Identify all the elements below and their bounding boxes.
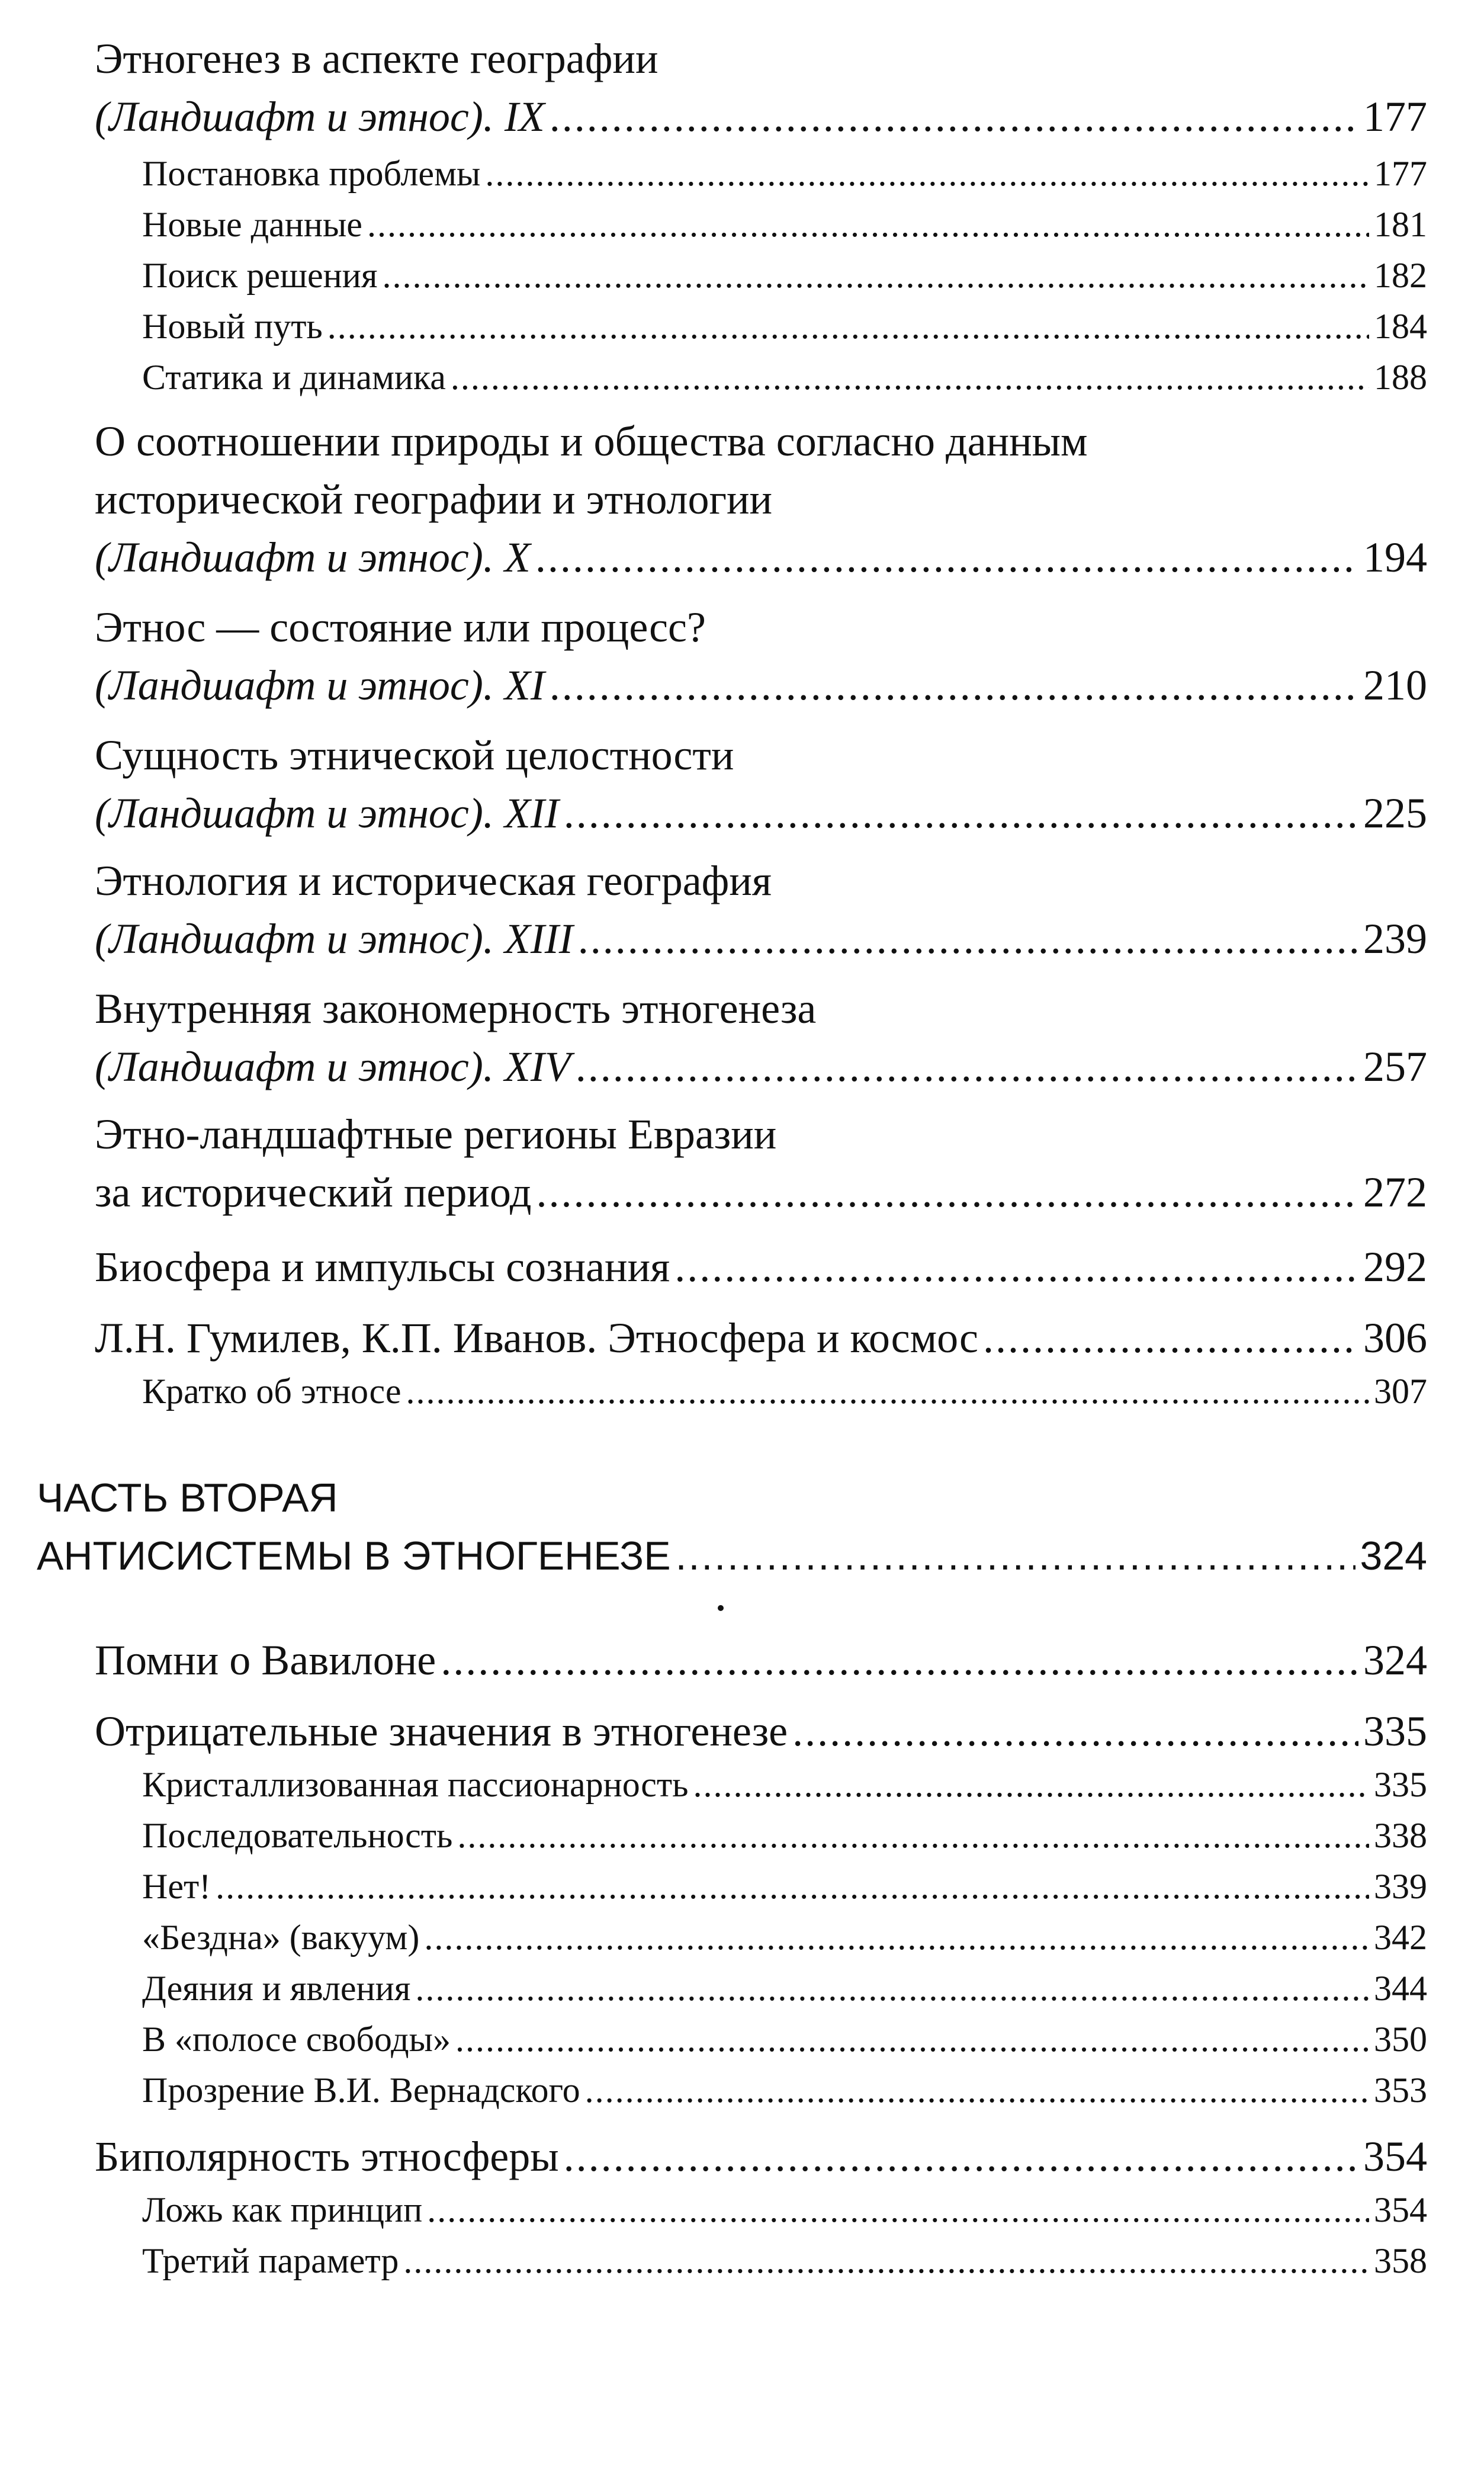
toc-entry-title: Сущность этнической целостности [95, 731, 734, 779]
dot-leader [983, 1309, 1358, 1367]
toc-page-number: 338 [1374, 1816, 1427, 1855]
toc-subentry-leader [142, 1810, 1427, 1861]
toc-subentry[interactable] [142, 2184, 1427, 2235]
toc-subentry-title: Третий параметр [142, 2241, 399, 2280]
toc-entry-internal-regularity[interactable] [95, 980, 1427, 1096]
dot-leader [564, 2127, 1358, 2186]
toc-entry-subtitle: за исторический период [95, 1169, 532, 1216]
toc-subentry-title: Новые данные [142, 205, 362, 244]
toc-entry-leader [37, 1527, 1427, 1585]
toc-entry-leader [95, 88, 1427, 146]
dot-leader [535, 528, 1358, 586]
toc-entry-leader [95, 1631, 1427, 1689]
dot-leader [693, 1759, 1370, 1810]
toc-subentry-title: В «полосе свободы» [142, 2020, 451, 2059]
toc-page-number: 239 [1363, 915, 1427, 962]
dot-leader [792, 1702, 1358, 1760]
dot-leader [485, 148, 1369, 199]
toc-entry-title: Помни о Вавилоне [95, 1636, 436, 1684]
toc-page-number: 324 [1363, 1636, 1427, 1684]
toc-page-number: 210 [1363, 662, 1427, 709]
toc-page-number: 324 [1360, 1533, 1427, 1578]
toc-page-number: 257 [1363, 1043, 1427, 1090]
toc-page-number: 350 [1374, 2020, 1427, 2059]
toc-entry-bipolarity[interactable] [95, 2127, 1427, 2186]
toc-entry-ethnogenesis-geography[interactable] [95, 30, 1427, 146]
toc-entry-leader [95, 528, 1427, 586]
toc-subentry[interactable] [142, 1963, 1427, 2014]
toc-page-number: 177 [1374, 154, 1427, 193]
toc-subentry-title: Кристаллизованная пассионарность [142, 1765, 689, 1804]
toc-subentry-title: «Бездна» (вакуум) [142, 1918, 420, 1957]
toc-entry-leader [95, 1038, 1427, 1096]
toc-subentry-leader [142, 1912, 1427, 1963]
decorative-dot [718, 1605, 724, 1611]
dot-leader [367, 199, 1369, 250]
toc-entry-ethnic-integrity[interactable] [95, 726, 1427, 842]
dot-leader [578, 910, 1358, 968]
toc-page-number: 353 [1374, 2071, 1427, 2110]
dot-leader [383, 250, 1370, 301]
toc-entry-title: Этнология и историческая география [95, 857, 772, 904]
toc-entry-eurasia-regions[interactable] [95, 1105, 1427, 1221]
toc-subentry[interactable] [142, 1810, 1427, 1861]
toc-subentry-title: Поиск решения [142, 256, 378, 295]
toc-entry-leader [95, 1163, 1427, 1221]
part-label: ЧАСТЬ ВТОРАЯ [37, 1475, 338, 1520]
toc-part-two-heading[interactable] [37, 1469, 1427, 1585]
toc-entry-leader [95, 2127, 1427, 2186]
toc-page-number: 354 [1363, 2133, 1427, 2180]
toc-page-number: 335 [1374, 1765, 1427, 1804]
toc-subentry[interactable] [142, 1861, 1427, 1912]
toc-subentry-leader [142, 1366, 1427, 1417]
dot-leader [550, 88, 1358, 146]
toc-subentry[interactable] [142, 2235, 1427, 2286]
toc-subentry-title: Прозрение В.И. Вернадского [142, 2071, 580, 2110]
toc-page-number: 344 [1374, 1969, 1427, 2008]
toc-page-number: 225 [1363, 790, 1427, 837]
toc-subentry[interactable] [142, 352, 1427, 403]
toc-entry-ethnos-state-process[interactable] [95, 598, 1427, 714]
toc-page-number: 339 [1374, 1867, 1427, 1906]
toc-page-number: 354 [1374, 2190, 1427, 2229]
toc-entry-leader [95, 784, 1427, 842]
toc-entry-title: Этногенез в аспекте географии [95, 35, 659, 82]
toc-page-number: 177 [1363, 93, 1427, 140]
toc-subentry-leader [142, 301, 1427, 352]
dot-leader [427, 2184, 1369, 2235]
toc-page-number: 342 [1374, 1918, 1427, 1957]
toc-page-number: 272 [1363, 1169, 1427, 1216]
dot-leader [585, 2065, 1369, 2116]
toc-entry-subtitle: (Ландшафт и этнос). X [95, 534, 531, 581]
toc-page-number: 335 [1363, 1708, 1427, 1755]
toc-subentry[interactable] [142, 148, 1427, 199]
toc-entry-title: Этнос — состояние или процесс? [95, 604, 706, 651]
toc-subentry-title: Нет! [142, 1867, 211, 1906]
toc-entry-ethnosphere-cosmos[interactable] [95, 1309, 1427, 1367]
toc-subentry[interactable] [142, 301, 1427, 352]
toc-entry-title: Отрицательные значения в этногенезе [95, 1708, 788, 1755]
dot-leader [415, 1963, 1369, 2014]
toc-subentry-title: Постановка проблемы [142, 154, 481, 193]
toc-subentry[interactable] [142, 1912, 1427, 1963]
toc-subentry[interactable] [142, 1366, 1427, 1417]
dot-leader [457, 1810, 1369, 1861]
toc-entry-leader [95, 656, 1427, 714]
toc-entry-subtitle: (Ландшафт и этнос). IX [95, 93, 545, 140]
toc-page-number: 181 [1374, 205, 1427, 244]
toc-subentry-title: Ложь как принцип [142, 2190, 423, 2229]
toc-subentry-leader [142, 2014, 1427, 2065]
toc-subentry-title: Статика и динамика [142, 358, 446, 397]
dot-leader [455, 2014, 1369, 2065]
part-title: АНТИСИСТЕМЫ В ЭТНОГЕНЕЗЕ [37, 1533, 671, 1578]
toc-subentry-leader [142, 352, 1427, 403]
toc-subentry-title: Кратко об этносе [142, 1372, 401, 1411]
toc-entry-leader [95, 1702, 1427, 1760]
toc-entry-title-cont: исторической географии и этнологии [95, 476, 773, 523]
toc-entry-subtitle: (Ландшафт и этнос). XII [95, 790, 559, 837]
dot-leader [550, 656, 1358, 714]
toc-entry-ethnology-geography[interactable] [95, 852, 1427, 968]
toc-page-number: 292 [1363, 1243, 1427, 1291]
dot-leader [424, 1912, 1369, 1963]
toc-entry-title: Внутренняя закономерность этногенеза [95, 985, 817, 1032]
toc-subentry-leader [142, 2184, 1427, 2235]
toc-entry-leader [95, 1309, 1427, 1367]
dot-leader [216, 1861, 1369, 1912]
toc-page-number: 358 [1374, 2241, 1427, 2280]
toc-subentry[interactable] [142, 2014, 1427, 2065]
toc-entry-babylon[interactable] [95, 1631, 1427, 1689]
dot-leader [451, 352, 1369, 403]
toc-entry-subtitle: (Ландшафт и этнос). XIII [95, 915, 573, 962]
toc-subentry[interactable] [142, 2065, 1427, 2116]
dot-leader [536, 1163, 1358, 1221]
toc-subentry-leader [142, 1861, 1427, 1912]
toc-entry-title: Биполярность этносферы [95, 2133, 559, 2180]
toc-entry-leader [95, 1238, 1427, 1296]
dot-leader [674, 1238, 1358, 1296]
toc-subentry-leader [142, 2235, 1427, 2286]
toc-entry-subtitle: (Ландшафт и этнос). XI [95, 662, 545, 709]
toc-subentry-title: Новый путь [142, 307, 323, 346]
toc-subentry-title: Последовательность [142, 1816, 453, 1855]
toc-page-number: 306 [1363, 1314, 1427, 1362]
toc-page-number: 307 [1374, 1372, 1427, 1411]
toc-entry-title: Л.Н. Гумилев, К.П. Иванов. Этносфера и космос [95, 1314, 978, 1362]
toc-page-number: 188 [1374, 358, 1427, 397]
toc-subentry-leader [142, 1963, 1427, 2014]
dot-leader [441, 1631, 1358, 1689]
toc-subentry-leader [142, 250, 1427, 301]
toc-entry-title: О соотношении природы и общества согласно данным [95, 418, 1088, 465]
toc-subentry[interactable] [142, 250, 1427, 301]
toc-entry-leader [95, 910, 1427, 968]
dot-leader [327, 301, 1369, 352]
toc-page-number: 194 [1363, 534, 1427, 581]
toc-subentry[interactable] [142, 1759, 1427, 1810]
dot-leader [403, 2235, 1369, 2286]
toc-subentry-leader [142, 2065, 1427, 2116]
dot-leader [576, 1038, 1358, 1096]
toc-page-number: 184 [1374, 307, 1427, 346]
toc-entry-biosphere[interactable] [95, 1238, 1427, 1296]
toc-subentry-leader [142, 148, 1427, 199]
dot-leader [564, 784, 1358, 842]
toc-entry-title: Этно-ландшафтные регионы Евразии [95, 1111, 777, 1158]
toc-entry-negative-values[interactable] [95, 1702, 1427, 1760]
toc-subentry-title: Деяния и явления [142, 1969, 411, 2008]
toc-subentry-leader [142, 199, 1427, 250]
dot-leader [676, 1527, 1355, 1585]
toc-entry-title: Биосфера и импульсы сознания [95, 1243, 670, 1291]
toc-entry-subtitle: (Ландшафт и этнос). XIV [95, 1043, 571, 1090]
toc-entry-nature-society[interactable] [95, 412, 1427, 586]
dot-leader [406, 1366, 1369, 1417]
toc-page-number: 182 [1374, 256, 1427, 295]
toc-subentry-leader [142, 1759, 1427, 1810]
toc-subentry[interactable] [142, 199, 1427, 250]
